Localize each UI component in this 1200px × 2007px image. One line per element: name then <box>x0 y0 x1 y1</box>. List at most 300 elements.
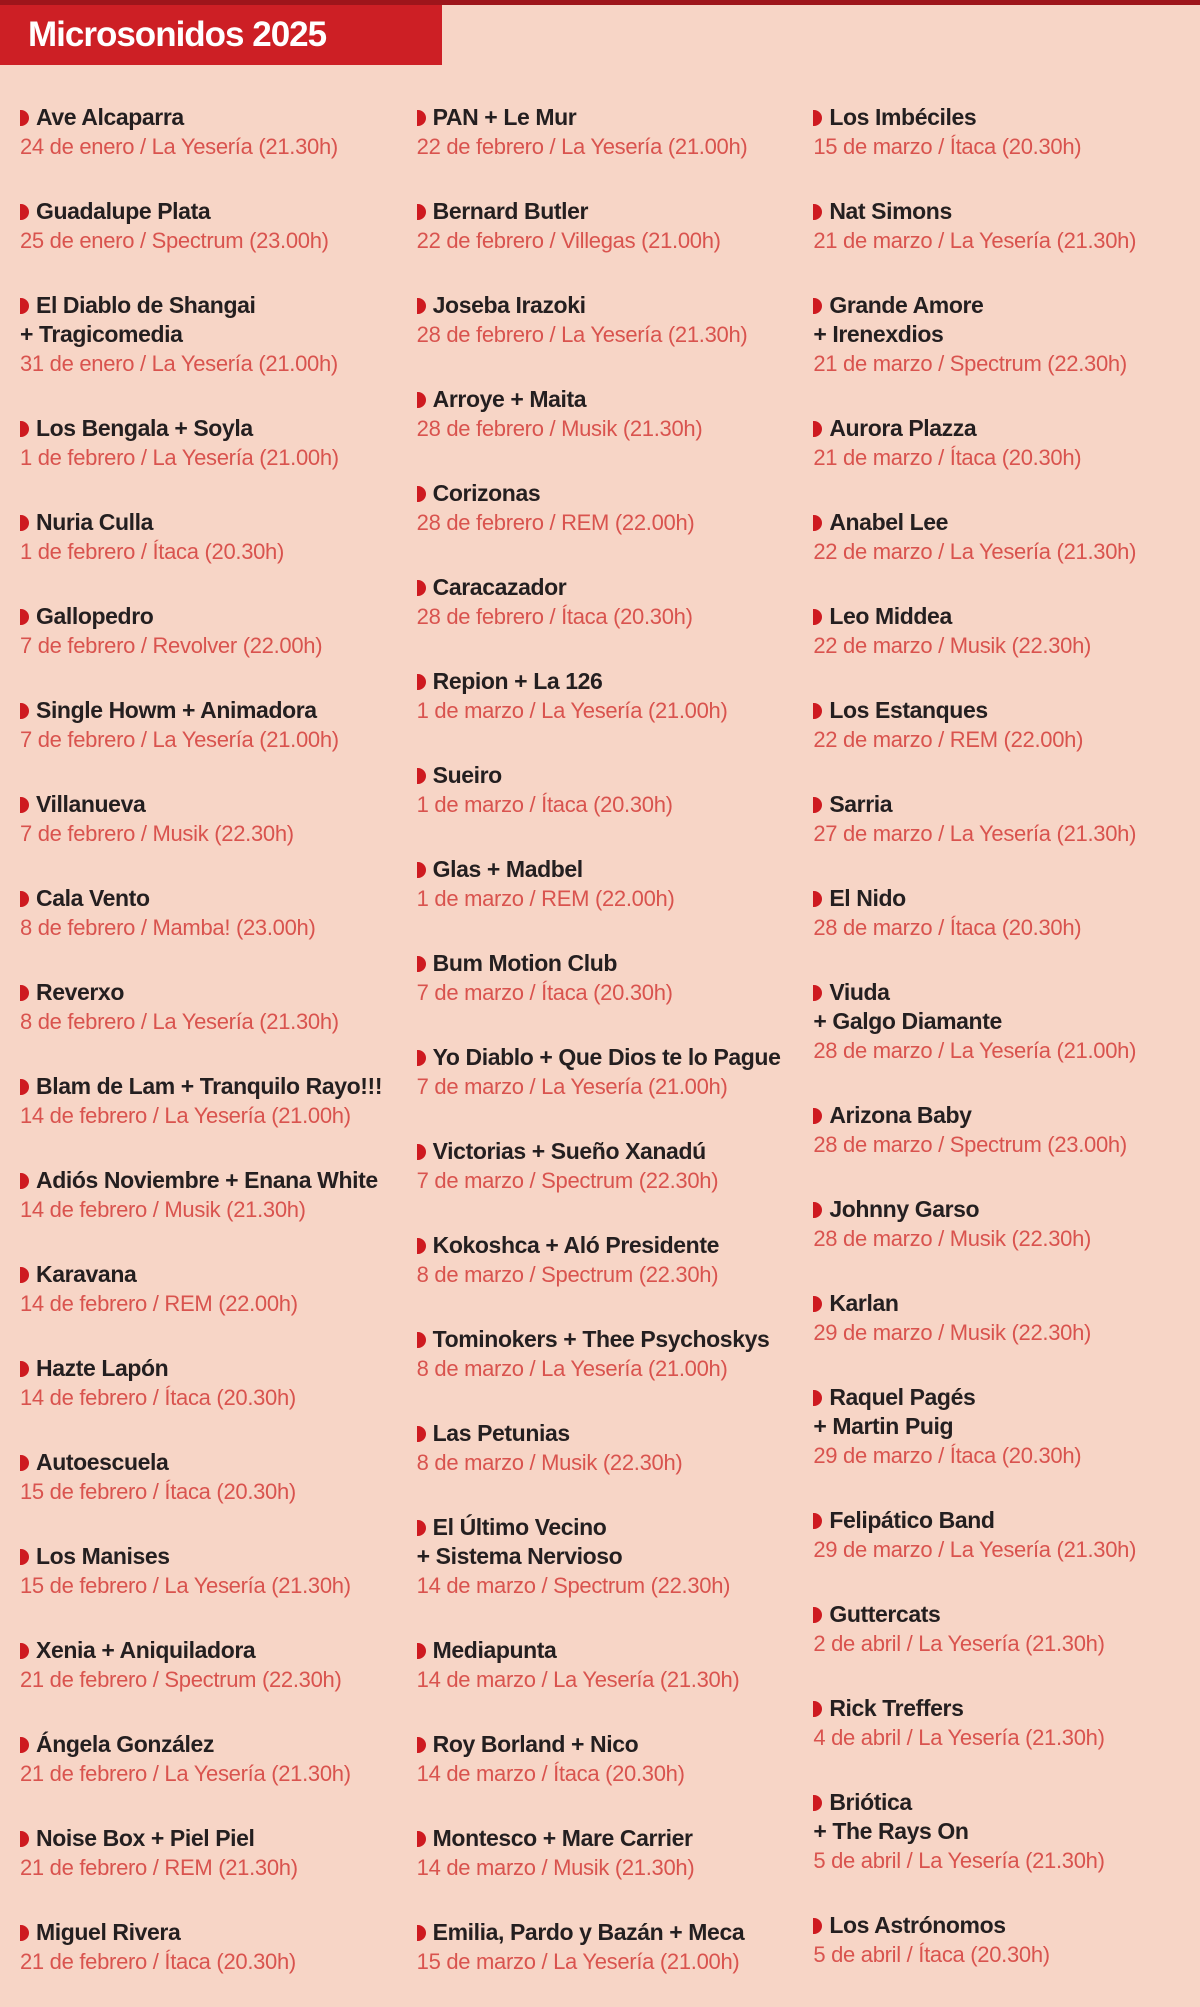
event-name: Victorias + Sueño Xanadú <box>432 1138 706 1164</box>
event-item <box>417 1043 786 1101</box>
event-item <box>813 1101 1182 1159</box>
event-name: Nat Simons <box>829 198 952 224</box>
event-name: PAN + Le Mur <box>432 104 577 130</box>
event-name-line <box>417 1043 786 1072</box>
event-name: Glas + Madbel <box>432 856 583 882</box>
event-name: Villanueva <box>36 791 146 817</box>
event-date-venue: 28 de marzo / La Yesería (21.00h) <box>813 1038 1137 1063</box>
event-name-line <box>20 1918 389 1947</box>
event-name-line <box>417 197 786 226</box>
event-name: Karlan <box>829 1290 899 1316</box>
event-date-venue: 14 de febrero / La Yesería (21.00h) <box>20 1103 351 1128</box>
red-half-circle-bullet-icon <box>20 891 29 907</box>
red-half-circle-bullet-icon <box>813 204 822 220</box>
event-item <box>813 414 1182 472</box>
event-date-venue: 22 de marzo / La Yesería (21.30h) <box>813 539 1137 564</box>
event-date-venue: 1 de marzo / REM (22.00h) <box>416 886 675 911</box>
event-name: Ave Alcaparra <box>36 104 184 130</box>
event-item <box>20 1354 389 1412</box>
event-name-line <box>417 103 786 132</box>
red-half-circle-bullet-icon <box>417 1238 426 1254</box>
event-name-line <box>417 761 786 790</box>
event-item <box>813 1506 1182 1564</box>
event-item <box>813 197 1182 255</box>
red-half-circle-bullet-icon <box>417 392 426 408</box>
event-name: Arizona Baby <box>829 1102 972 1128</box>
event-item <box>813 291 1182 378</box>
red-half-circle-bullet-icon <box>20 204 29 220</box>
event-date-venue: 14 de marzo / Spectrum (22.30h) <box>416 1573 731 1598</box>
red-half-circle-bullet-icon <box>20 797 29 813</box>
event-date-venue: 21 de marzo / Spectrum (22.30h) <box>813 351 1127 376</box>
event-name-line <box>417 1419 786 1448</box>
event-item <box>417 103 786 161</box>
event-date-venue: 7 de febrero / Musik (22.30h) <box>20 821 294 846</box>
event-name-line <box>813 790 1182 819</box>
event-date-venue: 28 de febrero / Musik (21.30h) <box>416 416 703 441</box>
event-name: Bum Motion Club <box>432 950 618 976</box>
event-name-line <box>417 1137 786 1166</box>
event-name-line <box>20 1072 389 1101</box>
event-date-venue: 2 de abril / La Yesería (21.30h) <box>813 1631 1105 1656</box>
event-name-line <box>813 602 1182 631</box>
event-name-line <box>813 291 1182 320</box>
red-half-circle-bullet-icon <box>20 1831 29 1847</box>
event-date-venue: 22 de marzo / REM (22.00h) <box>813 727 1084 752</box>
event-item <box>20 790 389 848</box>
event-name-line <box>813 414 1182 443</box>
event-date-venue: 28 de febrero / Ítaca (20.30h) <box>416 604 693 629</box>
event-name: Grande Amore <box>829 292 984 318</box>
event-date-venue: 14 de marzo / Ítaca (20.30h) <box>416 1761 685 1786</box>
event-name-line <box>417 291 786 320</box>
red-half-circle-bullet-icon <box>417 486 426 502</box>
event-date-venue: 31 de enero / La Yesería (21.00h) <box>20 351 338 376</box>
event-date-venue: 1 de marzo / Ítaca (20.30h) <box>416 792 673 817</box>
event-date-venue: 28 de febrero / REM (22.00h) <box>416 510 695 535</box>
event-date-venue: 14 de marzo / Musik (21.30h) <box>416 1855 695 1880</box>
red-half-circle-bullet-icon <box>20 985 29 1001</box>
event-date-venue: 7 de febrero / La Yesería (21.00h) <box>20 727 339 752</box>
red-half-circle-bullet-icon <box>813 797 822 813</box>
event-name-line <box>20 696 389 725</box>
event-name-line <box>20 1354 389 1383</box>
event-name: Arroye + Maita <box>432 386 587 412</box>
red-half-circle-bullet-icon <box>813 110 822 126</box>
event-date-venue: 27 de marzo / La Yesería (21.30h) <box>813 821 1137 846</box>
event-date-venue: 1 de febrero / La Yesería (21.00h) <box>20 445 339 470</box>
event-item <box>813 103 1182 161</box>
red-half-circle-bullet-icon <box>20 1361 29 1377</box>
event-item <box>813 696 1182 754</box>
red-half-circle-bullet-icon <box>813 298 822 314</box>
red-half-circle-bullet-icon <box>813 1918 822 1934</box>
red-half-circle-bullet-icon <box>417 768 426 784</box>
event-item <box>20 508 389 566</box>
event-item <box>20 1542 389 1600</box>
event-name-line <box>417 573 786 602</box>
event-item <box>20 1260 389 1318</box>
event-item <box>417 667 786 725</box>
red-half-circle-bullet-icon <box>20 110 29 126</box>
event-date-venue: 22 de febrero / Villegas (21.00h) <box>416 228 721 253</box>
event-name: Los Bengala + Soyla <box>36 415 253 441</box>
event-item <box>417 1918 786 1976</box>
event-date-venue: 14 de febrero / REM (22.00h) <box>20 1291 298 1316</box>
red-half-circle-bullet-icon <box>417 298 426 314</box>
event-item <box>20 884 389 942</box>
event-name-line <box>417 855 786 884</box>
event-date-venue: 15 de febrero / La Yesería (21.30h) <box>20 1573 351 1598</box>
event-item <box>20 696 389 754</box>
event-name-line <box>20 1166 389 1195</box>
event-date-venue: 28 de febrero / La Yesería (21.30h) <box>416 322 748 347</box>
event-item <box>20 1636 389 1694</box>
event-item <box>813 1289 1182 1347</box>
event-date-venue: 25 de enero / Spectrum (23.00h) <box>20 228 329 253</box>
event-name: Repion + La 126 <box>432 668 603 694</box>
event-name-line <box>20 884 389 913</box>
red-half-circle-bullet-icon <box>20 1455 29 1471</box>
event-name-line <box>813 103 1182 132</box>
event-name: Emilia, Pardo y Bazán + Meca <box>432 1919 745 1945</box>
event-item <box>417 1824 786 1882</box>
red-half-circle-bullet-icon <box>813 1390 822 1406</box>
event-name-line <box>417 1918 786 1947</box>
red-half-circle-bullet-icon <box>20 1079 29 1095</box>
event-date-venue: 4 de abril / La Yesería (21.30h) <box>813 1725 1105 1750</box>
event-item <box>20 1918 389 1976</box>
event-name-line <box>20 602 389 631</box>
event-item <box>813 978 1182 1065</box>
red-half-circle-bullet-icon <box>20 1549 29 1565</box>
event-date-venue: 29 de marzo / Ítaca (20.30h) <box>813 1443 1082 1468</box>
event-name-line <box>813 197 1182 226</box>
event-item <box>20 978 389 1036</box>
event-item <box>20 1072 389 1130</box>
event-name-line <box>20 1824 389 1853</box>
event-item <box>417 385 786 443</box>
event-name-line <box>20 414 389 443</box>
event-name: Briótica <box>829 1789 912 1815</box>
event-name: Felipático Band <box>829 1507 995 1533</box>
event-name: Rick Treffers <box>829 1695 964 1721</box>
event-name: Sarria <box>829 791 893 817</box>
red-half-circle-bullet-icon <box>20 609 29 625</box>
red-half-circle-bullet-icon <box>417 204 426 220</box>
event-date-venue: 8 de marzo / La Yesería (21.00h) <box>416 1356 728 1381</box>
event-name-line <box>813 508 1182 537</box>
red-half-circle-bullet-icon <box>20 515 29 531</box>
red-half-circle-bullet-icon <box>20 1643 29 1659</box>
event-name-second-line: + Irenexdios <box>813 321 944 347</box>
event-name-line <box>813 1289 1182 1318</box>
event-name: Raquel Pagés <box>829 1384 976 1410</box>
listing-column-3 <box>813 103 1182 2007</box>
event-date-venue: 14 de febrero / Ítaca (20.30h) <box>20 1385 296 1410</box>
red-half-circle-bullet-icon <box>417 1520 426 1536</box>
event-name-line <box>417 479 786 508</box>
event-item <box>20 1730 389 1788</box>
red-half-circle-bullet-icon <box>813 1513 822 1529</box>
event-date-venue: 1 de febrero / Ítaca (20.30h) <box>20 539 285 564</box>
event-name: Viuda <box>829 979 890 1005</box>
event-item <box>813 1600 1182 1658</box>
event-name: Blam de Lam + Tranquilo Rayo!!! <box>36 1073 383 1099</box>
event-name-line <box>417 385 786 414</box>
event-name: Las Petunias <box>432 1420 570 1446</box>
red-half-circle-bullet-icon <box>813 1296 822 1312</box>
event-item <box>20 103 389 161</box>
red-half-circle-bullet-icon <box>417 580 426 596</box>
red-half-circle-bullet-icon <box>417 1831 426 1847</box>
red-half-circle-bullet-icon <box>417 1426 426 1442</box>
event-name: Montesco + Mare Carrier <box>432 1825 693 1851</box>
red-half-circle-bullet-icon <box>20 298 29 314</box>
event-name-second-line: + Galgo Diamante <box>813 1008 1002 1034</box>
red-half-circle-bullet-icon <box>417 1050 426 1066</box>
event-date-venue: 28 de marzo / Ítaca (20.30h) <box>813 915 1082 940</box>
red-half-circle-bullet-icon <box>813 985 822 1001</box>
red-half-circle-bullet-icon <box>20 1173 29 1189</box>
event-name-line <box>813 1911 1182 1940</box>
event-name: Anabel Lee <box>829 509 949 535</box>
header-bar <box>0 5 442 65</box>
event-name: Cala Vento <box>36 885 150 911</box>
event-name-line <box>813 884 1182 913</box>
event-item <box>813 884 1182 942</box>
event-name: Gallopedro <box>36 603 154 629</box>
event-name-line <box>813 1195 1182 1224</box>
event-name: Mediapunta <box>432 1637 557 1663</box>
red-half-circle-bullet-icon <box>813 1607 822 1623</box>
event-name: Los Estanques <box>829 697 988 723</box>
event-name: Xenia + Aniquiladora <box>36 1637 256 1663</box>
event-item <box>417 1137 786 1195</box>
event-name-line <box>20 508 389 537</box>
red-half-circle-bullet-icon <box>417 1925 426 1941</box>
event-name: Reverxo <box>36 979 124 1005</box>
event-name-line <box>813 1101 1182 1130</box>
event-name-second-line: + Martin Puig <box>813 1413 954 1439</box>
event-name: Hazte Lapón <box>36 1355 169 1381</box>
event-name-line <box>20 790 389 819</box>
event-item <box>417 855 786 913</box>
event-date-venue: 8 de febrero / La Yesería (21.30h) <box>20 1009 339 1034</box>
event-name-line <box>813 1383 1182 1412</box>
event-date-venue: 28 de marzo / Spectrum (23.00h) <box>813 1132 1127 1157</box>
event-item <box>813 1788 1182 1875</box>
red-half-circle-bullet-icon <box>417 110 426 126</box>
event-name: Los Imbéciles <box>829 104 977 130</box>
event-name: Corizonas <box>432 480 541 506</box>
event-date-venue: 29 de marzo / Musik (22.30h) <box>813 1320 1092 1345</box>
event-item <box>417 761 786 819</box>
event-name-line <box>20 978 389 1007</box>
event-item <box>813 790 1182 848</box>
event-name: Joseba Irazoki <box>432 292 586 318</box>
event-item <box>417 479 786 537</box>
event-date-venue: 7 de marzo / Ítaca (20.30h) <box>416 980 673 1005</box>
event-date-venue: 21 de febrero / Spectrum (22.30h) <box>20 1667 342 1692</box>
event-date-venue: 21 de marzo / Ítaca (20.30h) <box>813 445 1082 470</box>
event-name: El Último Vecino <box>432 1514 607 1540</box>
event-date-venue: 21 de febrero / REM (21.30h) <box>20 1855 298 1880</box>
event-name-line <box>417 1824 786 1853</box>
event-name: Adiós Noviembre + Enana White <box>36 1167 378 1193</box>
event-name-line <box>813 1788 1182 1817</box>
event-item <box>20 414 389 472</box>
red-half-circle-bullet-icon <box>417 1144 426 1160</box>
event-date-venue: 22 de marzo / Musik (22.30h) <box>813 633 1092 658</box>
event-item <box>417 573 786 631</box>
red-half-circle-bullet-icon <box>417 862 426 878</box>
event-date-venue: 15 de marzo / Ítaca (20.30h) <box>813 134 1082 159</box>
red-half-circle-bullet-icon <box>417 674 426 690</box>
event-name-line <box>417 667 786 696</box>
event-name: Los Manises <box>36 1543 170 1569</box>
event-date-venue: 21 de febrero / La Yesería (21.30h) <box>20 1761 351 1786</box>
red-half-circle-bullet-icon <box>813 1108 822 1124</box>
event-item <box>20 1448 389 1506</box>
event-date-venue: 7 de febrero / Revolver (22.00h) <box>20 633 323 658</box>
event-name-line <box>417 1636 786 1665</box>
event-name-line <box>20 1448 389 1477</box>
event-name: Caracazador <box>432 574 567 600</box>
event-date-venue: 22 de febrero / La Yesería (21.00h) <box>416 134 748 159</box>
event-item <box>20 1824 389 1882</box>
event-name-line <box>20 197 389 226</box>
event-name: Single Howm + Animadora <box>36 697 317 723</box>
red-half-circle-bullet-icon <box>813 1795 822 1811</box>
event-item <box>417 1730 786 1788</box>
event-name: Nuria Culla <box>36 509 154 535</box>
event-date-venue: 21 de febrero / Ítaca (20.30h) <box>20 1949 296 1974</box>
event-name-line <box>417 1730 786 1759</box>
event-item <box>20 1166 389 1224</box>
event-name: Aurora Plazza <box>829 415 977 441</box>
red-half-circle-bullet-icon <box>813 703 822 719</box>
event-name: Guttercats <box>829 1601 941 1627</box>
event-name: Noise Box + Piel Piel <box>36 1825 255 1851</box>
event-name-second-line: + Tragicomedia <box>20 321 183 347</box>
event-name-line <box>20 1636 389 1665</box>
red-half-circle-bullet-icon <box>417 1643 426 1659</box>
event-name-line <box>813 696 1182 725</box>
event-date-venue: 29 de marzo / La Yesería (21.30h) <box>813 1537 1137 1562</box>
red-half-circle-bullet-icon <box>417 1737 426 1753</box>
event-name: Bernard Butler <box>432 198 589 224</box>
event-item <box>20 197 389 255</box>
event-name: Autoescuela <box>36 1449 169 1475</box>
event-date-venue: 8 de febrero / Mamba! (23.00h) <box>20 915 316 940</box>
event-date-venue: 15 de febrero / Ítaca (20.30h) <box>20 1479 296 1504</box>
event-date-venue: 8 de marzo / Musik (22.30h) <box>416 1450 683 1475</box>
event-name-line <box>813 1600 1182 1629</box>
event-item <box>813 1383 1182 1470</box>
event-item <box>813 1694 1182 1752</box>
event-item <box>417 1325 786 1383</box>
event-name-line <box>20 291 389 320</box>
event-name: El Diablo de Shangai <box>36 292 256 318</box>
event-name-line <box>813 978 1182 1007</box>
event-item <box>417 197 786 255</box>
event-item <box>813 1195 1182 1253</box>
event-item <box>813 602 1182 660</box>
page-title: Microsonidos 2025 <box>28 15 327 54</box>
event-name: Tominokers + Thee Psychoskys <box>432 1326 770 1352</box>
event-name-line <box>20 1730 389 1759</box>
event-name: Miguel Rivera <box>36 1919 181 1945</box>
event-date-venue: 8 de marzo / Spectrum (22.30h) <box>416 1262 719 1287</box>
event-date-venue: 1 de marzo / La Yesería (21.00h) <box>416 698 728 723</box>
event-item <box>20 291 389 378</box>
event-name: Karavana <box>36 1261 137 1287</box>
event-date-venue: 5 de abril / La Yesería (21.30h) <box>813 1848 1105 1873</box>
event-name-line <box>417 1231 786 1260</box>
event-name: Ángela González <box>36 1731 215 1757</box>
event-name: Yo Diablo + Que Dios te lo Pague <box>432 1044 781 1070</box>
event-item <box>813 1911 1182 1969</box>
event-name-line <box>20 1260 389 1289</box>
event-name-line <box>813 1506 1182 1535</box>
event-name: Kokoshca + Aló Presidente <box>432 1232 719 1258</box>
event-name-line <box>20 103 389 132</box>
listing-column-1 <box>20 103 389 2007</box>
event-item <box>20 602 389 660</box>
event-name: Guadalupe Plata <box>36 198 211 224</box>
event-date-venue: 15 de marzo / La Yesería (21.00h) <box>416 1949 740 1974</box>
event-item <box>417 291 786 349</box>
event-name: Johnny Garso <box>829 1196 980 1222</box>
red-half-circle-bullet-icon <box>813 609 822 625</box>
event-item <box>417 949 786 1007</box>
event-name: Los Astrónomos <box>829 1912 1006 1938</box>
listing-column-2 <box>417 103 786 2007</box>
event-name-line <box>417 1513 786 1542</box>
event-listing <box>0 65 1200 2007</box>
red-half-circle-bullet-icon <box>417 956 426 972</box>
event-date-venue: 28 de marzo / Musik (22.30h) <box>813 1226 1092 1251</box>
event-date-venue: 14 de marzo / La Yesería (21.30h) <box>416 1667 740 1692</box>
event-name-line <box>417 1325 786 1354</box>
event-date-venue: 14 de febrero / Musik (21.30h) <box>20 1197 306 1222</box>
event-item <box>417 1636 786 1694</box>
event-date-venue: 24 de enero / La Yesería (21.30h) <box>20 134 338 159</box>
red-half-circle-bullet-icon <box>20 1267 29 1283</box>
event-name-second-line: + Sistema Nervioso <box>416 1543 623 1569</box>
event-date-venue: 7 de marzo / Spectrum (22.30h) <box>416 1168 719 1193</box>
event-name-line <box>813 1694 1182 1723</box>
red-half-circle-bullet-icon <box>813 891 822 907</box>
event-date-venue: 5 de abril / Ítaca (20.30h) <box>813 1942 1050 1967</box>
red-half-circle-bullet-icon <box>20 1925 29 1941</box>
event-name: Roy Borland + Nico <box>432 1731 639 1757</box>
red-half-circle-bullet-icon <box>417 1332 426 1348</box>
event-date-venue: 7 de marzo / La Yesería (21.00h) <box>416 1074 728 1099</box>
red-half-circle-bullet-icon <box>813 1202 822 1218</box>
event-name: Sueiro <box>432 762 502 788</box>
red-half-circle-bullet-icon <box>813 421 822 437</box>
event-name-second-line: + The Rays On <box>813 1818 969 1844</box>
event-item <box>417 1231 786 1289</box>
event-item <box>417 1513 786 1600</box>
event-name-line <box>20 1542 389 1571</box>
red-half-circle-bullet-icon <box>20 703 29 719</box>
event-date-venue: 21 de marzo / La Yesería (21.30h) <box>813 228 1137 253</box>
red-half-circle-bullet-icon <box>20 1737 29 1753</box>
event-name-line <box>417 949 786 978</box>
